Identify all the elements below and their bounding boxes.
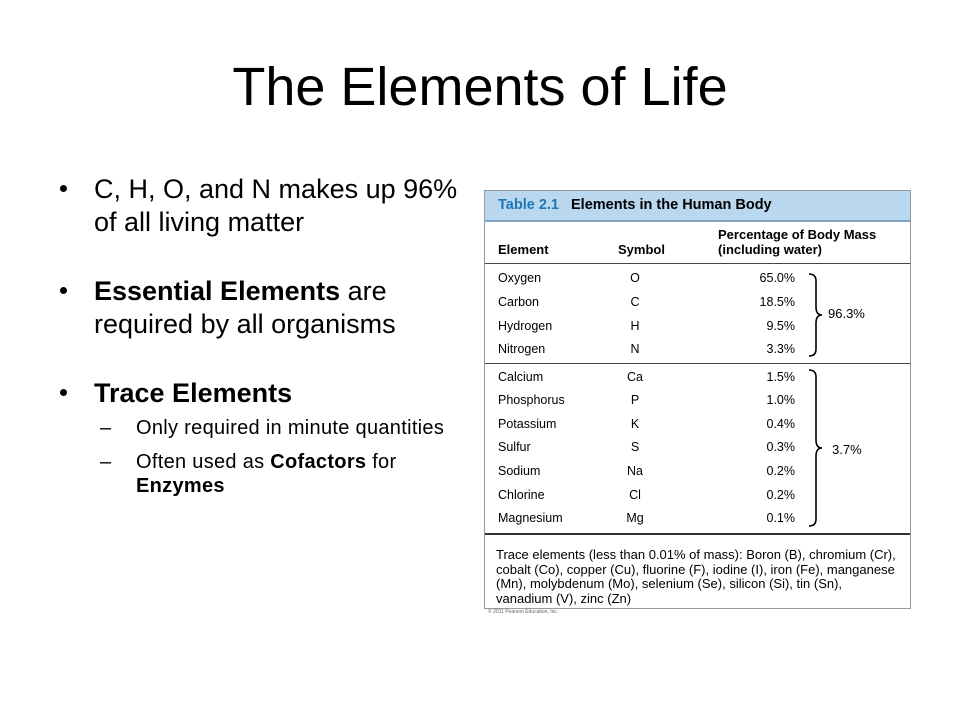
bullet-bold-term: Trace Elements: [94, 378, 293, 408]
col-header-percent: Percentage of Body Mass: [718, 227, 877, 242]
cell-element: Potassium: [498, 417, 557, 431]
cell-symbol: Na: [627, 464, 643, 478]
cell-percent: 1.0%: [766, 393, 795, 407]
cell-percent: 3.3%: [766, 342, 795, 356]
brace-minor-elements: [807, 369, 823, 527]
cell-element: Sodium: [498, 464, 541, 478]
cell-element: Magnesium: [498, 511, 563, 525]
cell-percent: 9.5%: [766, 319, 795, 333]
cell-symbol: P: [630, 393, 640, 407]
cell-symbol: O: [630, 271, 640, 285]
sub-bullet-cofactors: [94, 450, 468, 498]
bullet-dot: [60, 389, 67, 396]
cell-symbol: Ca: [627, 370, 643, 384]
copyright: © 2011 Pearson Education, Inc.: [488, 609, 559, 615]
col-header-symbol: Symbol: [618, 242, 665, 257]
cell-element: Nitrogen: [498, 342, 546, 356]
dash-marker: –: [100, 417, 112, 439]
bullet-bold-term: Essential Elements: [94, 276, 341, 306]
cell-element: Calcium: [498, 370, 544, 384]
table-bottom-rule: [485, 533, 910, 535]
header-rule: [485, 263, 910, 264]
cell-symbol: Cl: [629, 488, 641, 502]
cell-symbol: C: [630, 295, 640, 309]
cell-element: Oxygen: [498, 271, 542, 285]
cell-element: Chlorine: [498, 488, 545, 502]
cell-symbol: S: [630, 440, 640, 454]
cell-element: Hydrogen: [498, 319, 553, 333]
bullet-cHON: [58, 173, 468, 239]
bullet-list: [58, 173, 468, 508]
bold-enzymes: Enzymes: [136, 475, 225, 497]
table-title-bar: [485, 191, 910, 222]
cell-percent: 0.2%: [766, 488, 795, 502]
bullet-text: are required by all organisms: [94, 276, 396, 339]
cell-percent: 65.0%: [759, 271, 795, 285]
cell-symbol: K: [630, 417, 640, 431]
cell-symbol: N: [630, 342, 640, 356]
table-name: Elements in the Human Body: [571, 197, 772, 213]
slide-title: The Elements of Life: [232, 57, 728, 117]
col-header-percent-sub: (including water): [718, 242, 822, 257]
sub-bullet-text: Often used as: [136, 451, 271, 473]
cell-percent: 0.1%: [766, 511, 795, 525]
group-divider: [485, 363, 910, 364]
group-total-major: 96.3%: [828, 306, 865, 321]
sub-bullet-minute: [94, 416, 468, 440]
sub-bullet-text: Only required in minute quantities: [136, 417, 445, 439]
bullet-dot: [60, 287, 67, 294]
bullet-trace-elements: [58, 377, 468, 498]
table-label: Table 2.1: [498, 197, 559, 213]
sub-bullet-list: [94, 416, 468, 498]
cell-element: Carbon: [498, 295, 539, 309]
bold-cofactors: Cofactors: [270, 451, 367, 473]
cell-element: Sulfur: [498, 440, 531, 454]
elements-table: [484, 190, 911, 609]
bullet-essential-elements: [58, 275, 468, 341]
sub-bullet-text: for: [366, 451, 397, 473]
col-header-element: Element: [498, 242, 549, 257]
cell-percent: 18.5%: [759, 295, 795, 309]
dash-marker: –: [100, 451, 112, 473]
bullet-text: C, H, O, and N makes up 96% of all living matter: [94, 174, 458, 237]
cell-symbol: H: [630, 319, 640, 333]
cell-percent: 0.4%: [766, 417, 795, 431]
cell-symbol: Mg: [626, 511, 644, 525]
trace-elements-note: Trace elements (less than 0.01% of mass): Boron (B), chromium (Cr), cobalt (Co), copper (Cu), fluorine (F), iodine (I), iron (Fe), manganese (Mn), molybdenum (Mo), selenium (Se), silicon (Si), tin (Sn), vanadium (V), zinc (Zn): [496, 547, 896, 606]
group-total-minor: 3.7%: [832, 442, 862, 457]
brace-major-elements: [807, 273, 823, 357]
cell-percent: 1.5%: [766, 370, 795, 384]
cell-element: Phosphorus: [498, 393, 565, 407]
cell-percent: 0.2%: [766, 464, 795, 478]
bullet-dot: [60, 185, 67, 192]
cell-percent: 0.3%: [766, 440, 795, 454]
